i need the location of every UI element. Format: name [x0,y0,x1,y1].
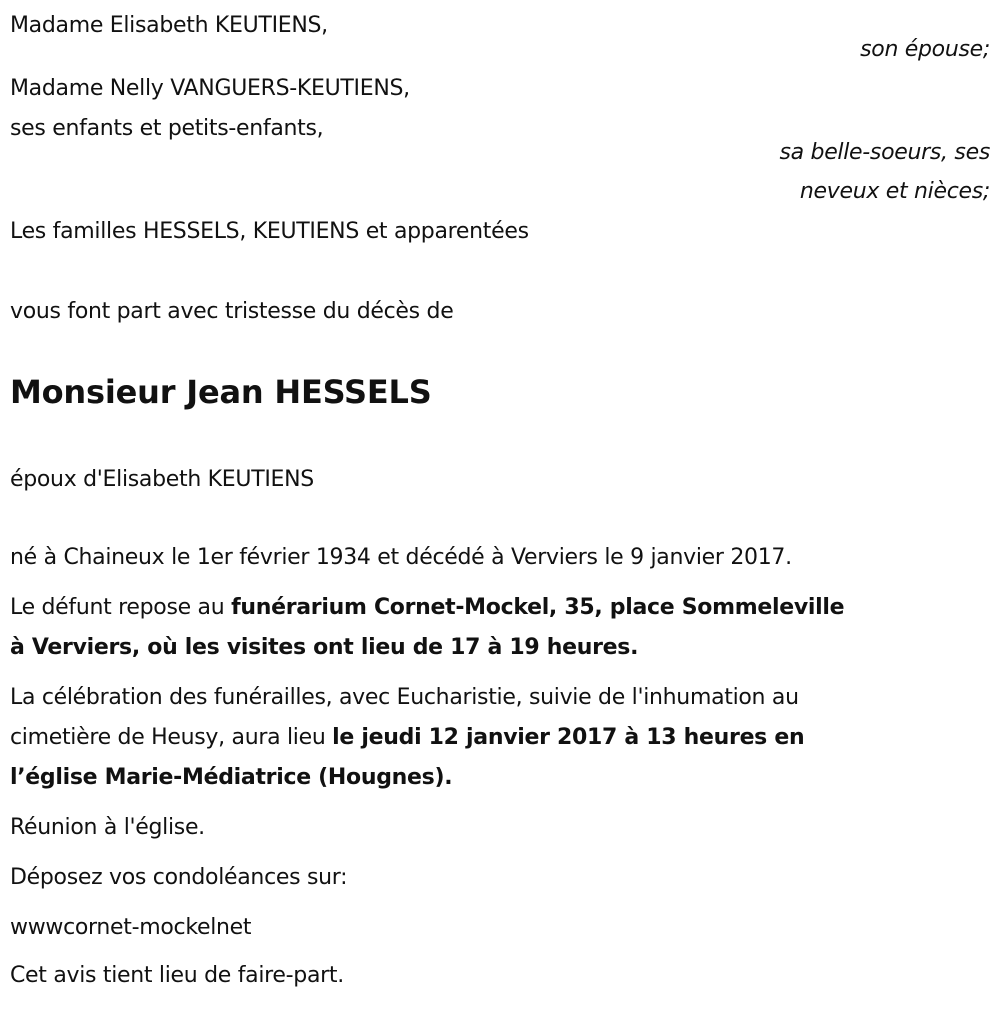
spouse-text: époux d'Elisabeth KEUTIENS [10,467,314,492]
family-line-children: ses enfants et petits-enfants, [10,116,324,141]
repose-prefix: Le défunt repose au [10,595,232,620]
role-sister-in-law-a: sa belle-soeurs, ses [779,140,990,165]
role-spouse: son épouse; [860,37,990,62]
ceremony-line-3 [10,763,452,793]
ceremony-line-1: La célébration des funérailles, avec Eucharistie, suivie de l'inhumation au [10,685,799,710]
ceremony-prefix: cimetière de Heusy, aura lieu [10,725,333,750]
condolences-label: Déposez vos condoléances sur: [10,865,348,890]
closing-text: Cet avis tient lieu de faire-part. [10,963,344,988]
family-line-sister-in-law: Madame Nelly VANGUERS-KEUTIENS, [10,76,410,101]
reunion-text: Réunion à l'église. [10,815,205,840]
repose-line-1 [10,593,844,623]
birth-death-text: né à Chaineux le 1er février 1934 et décédé à Verviers le 9 janvier 2017. [10,545,792,570]
ceremony-date: le jeudi 12 janvier 2017 à 13 heures en [332,725,805,750]
ceremony-church: l’église Marie-Médiatrice (Hougnes). [10,765,453,790]
deceased-name: Monsieur Jean HESSELS [10,373,432,411]
repose-visits: à Verviers, où les visites ont lieu de 17 à 19 heures. [10,635,639,660]
role-sister-in-law-b: neveux et nièces; [799,179,990,204]
family-line-families: Les familles HESSELS, KEUTIENS et apparentées [10,219,529,244]
repose-line-2 [10,633,638,663]
ceremony-line-2 [10,723,804,753]
intro-text: vous font part avec tristesse du décès de [10,299,454,324]
family-line-spouse: Madame Elisabeth KEUTIENS, [10,13,328,38]
condolences-url[interactable]: wwwcornet-mockelnet [10,915,252,940]
repose-location: funérarium Cornet-Mockel, 35, place Sommeleville [231,595,845,620]
